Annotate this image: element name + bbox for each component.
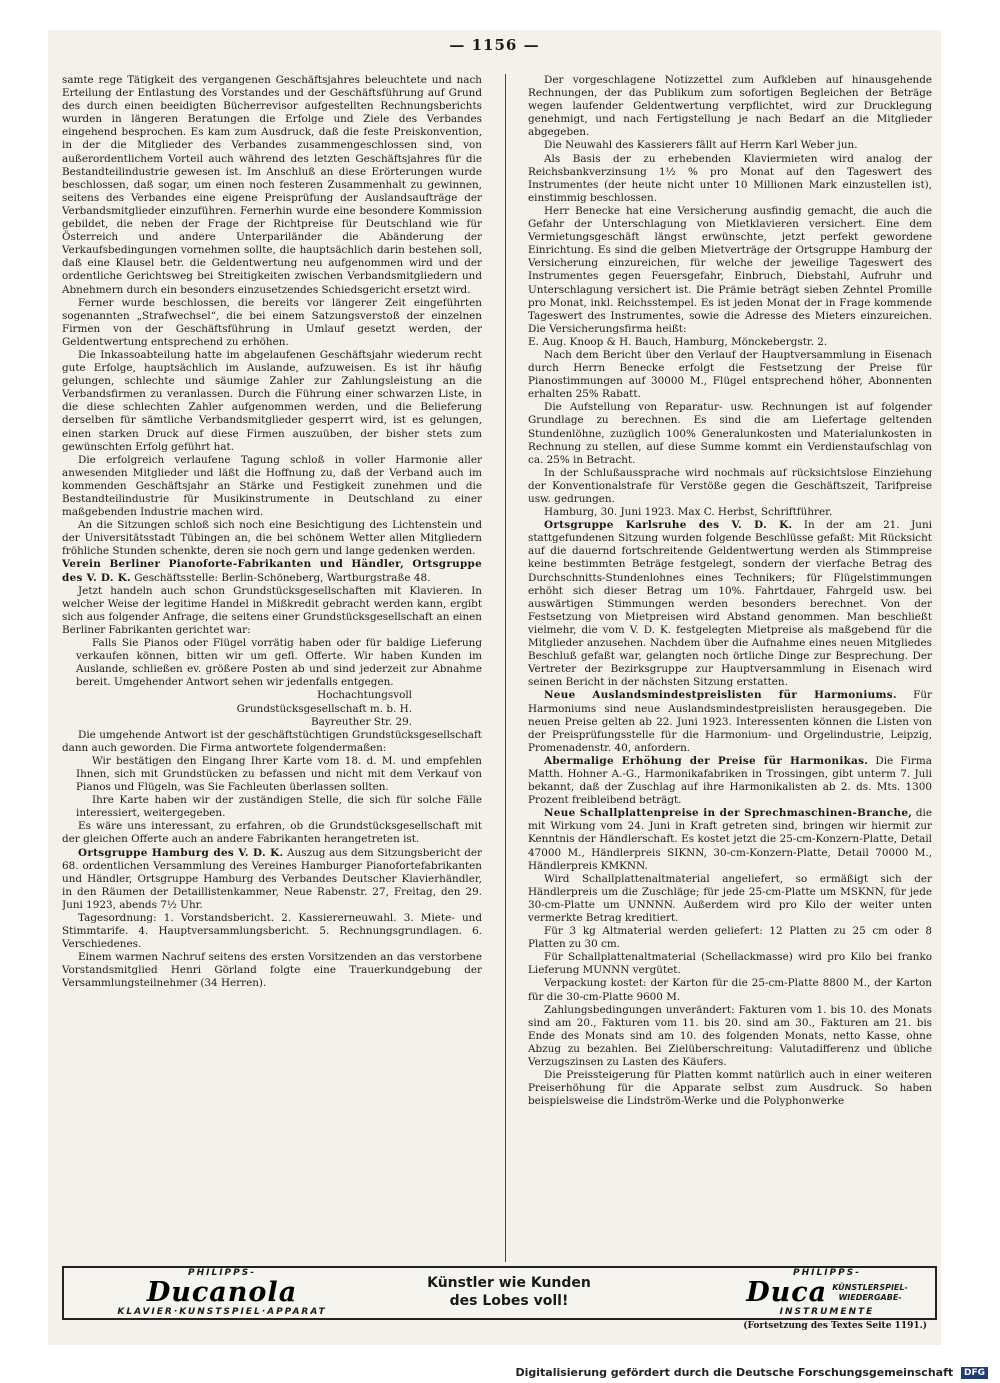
section-heading: Abermalige Erhöhung der Preise für Harmonikas. [544, 754, 869, 767]
paragraph: Ferner wurde beschlossen, die bereits vor längerer Zeit eingeführten sogenannten „Strafwechsel“, die bei einem Satzungsverstoß der einzelnen Firmen von der Geschäftsführung in Umlauf gesetzt werden, der Geldentwertung entsprechend zu erhöhen. [62, 296, 482, 348]
paragraph: Wird Schallplattenaltmaterial angeliefert, so ermäßigt sich der Händlerpreis um die Zuschläge; für jede 25-cm-Platte um MSKNN, für jede 30-cm-Platte um UNNNN. Außerdem wird pro Kilo der weiter unten vermerkte Betrag kreditiert. [528, 872, 932, 924]
brand-prefix: PHILIPPS- [793, 1268, 861, 1278]
paragraph: Herr Benecke hat eine Versicherung ausfindig gemacht, die auch die Gefahr der Unterschlagung von Mietklavieren versichert. Eine dem Vermietungsgeschäft längst erwünschte, jetzt perfekt gewordene Einrichtung. Es sind die gelben Mietverträge der Ortsgruppe Hamburg der Versicherung einzureichen, für welche der jeweilige Tageswert des Instrumentes gegen Feuersgefahr, Einbruch, Diebstahl, Aufruhr und Unterschlagung versichert ist. Die Prämie beträgt sieben Zehntel Promille pro Monat, inkl. Reichsstempel. Es ist jeden Monat der in Frage kommende Tageswert des Instrumentes, sowie die Adresse des Mieters einzureichen. Die Versicherungsfirma heißt: [528, 204, 932, 335]
section-text: die mit Wirkung vom 24. Juni in Kraft getreten sind, bringen wir hiermit zur Kenntnis der Händlerschaft. Es kostet jetzt die 25-cm-Konzern-Platte, Detail 47000 M., Händlerpreis SIKNN, 30-cm-Konzern-Platte, Detail 70000 M., Händlerpreis KMKNN. [528, 807, 932, 872]
quoted-letter: Ihre Karte haben wir der zuständigen Stelle, die sich für solche Fälle interessiert, weitergegeben. [76, 794, 482, 820]
signature-line: Hochachtungsvoll [317, 689, 412, 702]
section-heading: Verein Berliner Pianoforte-Fabrikanten und Händler, Ortsgruppe des V. D. K. [62, 558, 482, 584]
digitization-footer [515, 1366, 988, 1379]
paragraph: Es wäre uns interessant, zu erfahren, ob die Grundstücksgesellschaft mit der gleichen Offerte auch an andere Fabrikanten herangetreten ist. [62, 820, 482, 846]
paragraph: An die Sitzungen schloß sich noch eine Besichtigung des Lichtenstein und der Universitätsstadt Tübingen an, die bei schönem Wetter allen Mitgliedern fröhliche Stunden schenkte, deren sie noch gern und lange gedenken werden. [62, 519, 482, 558]
section-text: Für Harmoniums sind neue Auslandsmindestpreislisten herausgegeben. Die neuen Preise gelten ab 22. Juni 1923. Interessenten können die Listen von der Preisprüfungsstelle für die Harmonium- und Orgelindustrie, Leipzig, Promenadenstr. 40, anfordern. [528, 689, 932, 754]
side-line: WIEDERGABE- [838, 1293, 902, 1302]
advertisement-banner [62, 1266, 937, 1320]
right-column [528, 74, 932, 1264]
signature-line: Grundstücksgesellschaft m. b. H. [236, 702, 412, 715]
section-heading: Neue Auslandsmindestpreislisten für Harmoniums. [544, 689, 897, 702]
continuation-note: (Fortsetzung des Textes Seite 1191.) [743, 1321, 927, 1331]
paragraph: Verpackung kostet: der Karton für die 25-cm-Platte 8800 M., der Karton für die 30-cm-Platte 9600 M. [528, 977, 932, 1003]
brand-prefix: PHILIPPS- [188, 1268, 256, 1278]
paragraph: Einem warmen Nachruf seitens des ersten Vorsitzenden an das verstorbene Vorstandsmitglied Henri Görland folgte eine Trauerkundgebung der Versammlungsteilnehmer (34 Herren). [62, 951, 482, 990]
paragraph: Als Basis der zu erhebenden Klaviermieten wird analog der Reichsbankverzinsung 1½ % pro Monat auf den Tageswert des Instrumentes (der heute nicht unter 10 Millionen Mark einzustellen ist), einstimmig beschlossen. [528, 152, 932, 204]
paragraph: Jetzt handeln auch schon Grundstücksgesellschaften mit Klavieren. In welcher Weise der legitime Handel in Mißkredit gebracht werden kann, ergibt sich aus folgender Anfrage, die seitens einer Grundstücksgesellschaft an einen Berliner Fabrikanten gerichtet war: [62, 584, 482, 636]
section-paragraph [62, 558, 482, 584]
paragraph: E. Aug. Knoop & H. Bauch, Hamburg, Mönckebergstr. 2. [528, 335, 828, 348]
paragraph: Für Schallplattenaltmaterial (Schellackmasse) wird pro Kilo bei franko Lieferung MUNNN vergütet. [528, 951, 932, 977]
ducanola-logo [72, 1268, 372, 1318]
section-paragraph [62, 847, 482, 912]
paragraph: Nach dem Bericht über den Verlauf der Hauptversammlung in Eisenach durch Herrn Benecke erfolgt die Festsetzung der Preise für Pianostimmungen auf 30000 M., Flügel entsprechend höher, Abonnenten erhalten 25% Rabatt. [528, 348, 932, 401]
signature-line: Hamburg, 30. Juni 1923. Max C. Herbst, Schriftführer. [544, 506, 833, 519]
section-text: Geschäftsstelle: Berlin-Schöneberg, Wartburgstraße 48. [130, 571, 431, 584]
dfg-logo: DFG [961, 1367, 988, 1379]
brand-name: Duca [746, 1277, 828, 1308]
signature-line: Bayreuther Str. 29. [310, 715, 412, 728]
section-paragraph [528, 689, 932, 754]
column-divider [505, 74, 506, 1262]
slogan-line: des Lobes voll! [449, 1293, 569, 1309]
paragraph: Für 3 kg Altmaterial werden geliefert: 12 Platten zu 25 cm oder 8 Platten zu 30 cm. [528, 925, 932, 951]
paragraph: Die Neuwahl des Kassierers fällt auf Herrn Karl Weber jun. [544, 139, 858, 152]
brand-name: Ducanola [146, 1277, 298, 1308]
page-number: — 1156 — [449, 36, 540, 54]
paragraph: samte rege Tätigkeit des vergangenen Geschäftsjahres beleuchtete und nach Erteilung der Entlastung des Vorstandes und der Geschäftsführung auf Grund des durch einen beeidigten Bücherrevisor aufgestellten Rechnungsberichts wurden in längeren Beratungen die Erfolge und Ziele des Verbandes eingehend besprochen. Es kam zum Ausdruck, daß die feste Preiskonvention, in der die Mitglieder des Verbandes zusammengeschlossen sind, von außerordentlichem Vorteil auch während des letzten Geschäftsjahres für die Bestandteilindustrie gewesen ist. Im Anschluß an diese Erörterungen wurde beschlossen, daß sogar, um einen noch festeren Zusammenhalt zu gewinnen, seitens des Verbandes eine eigene Preisprüfung der Auslandsaufträge der Verbandsmitglieder einzuführen. Fernerhin wurde eine besondere Kommission gebildet, die neben der Frage der Richtpreise für Deutschland wie für Österreich und andere Unterpariländer die Abänderung der Verkaufsbedingungen vornehmen sollte, die hauptsächlich darin bestehen soll, daß eine Klausel betr. die Geldentwertung neu aufgenommen wird und der ordentliche Gerichtsweg bei Streitigkeiten zwischen Verbandsmitgliedern und Abnehmern durch ein besonders einzusetzendes Schiedsgericht ersetzt wird. [62, 74, 482, 296]
section-text: In der am 21. Juni stattgefundenen Sitzung wurden folgende Beschlüsse gefaßt: Mit Rücksicht auf die dauernd fortschreitende Geldentwertung werden als Stimmpreise keine bestimmten Beträge festgelegt, sondern der vierfache Betrag des Durchschnitts-Stundenlohnes eines Technikers; für Flügelstimmungen erhöht sich dieser Betrag um 10%. Fahrtdauer, Fahrgeld usw. bei auswärtigen Stimmungen werden besonders berechnet. Von der Festsetzung von Mietpreisen wird Abstand genommen. Man beschließt vielmehr, die vom V. D. K. festgelegten Mietpreise als maßgebend für die Mitglieder anzusehen. Nachdem über die Aufnahme eines neuen Mitgliedes Beschluß gefaßt war, gelangten noch örtliche Dinge zur Besprechung. Der Vertreter der Bezirksgruppe zur Hauptversammlung in Eisenach wird seinen Bericht in der nächsten Sitzung erstatten. [528, 519, 932, 689]
side-line: KÜNSTLERSPIEL- [832, 1283, 908, 1292]
footer-text: Digitalisierung gefördert durch die Deutsche Forschungsgemeinschaft [515, 1366, 954, 1379]
brand-subtitle: KLAVIER·KUNSTSPIEL·APPARAT [117, 1307, 327, 1317]
paragraph: In der Schlußaussprache wird nochmals auf rücksichtslose Einziehung der Konventionalstrafe für Verstöße gegen die Geschäftszeit, Tarifpreise usw. gedrungen. [528, 466, 932, 505]
paragraph: Die Preissteigerung für Platten kommt natürlich auch in einer weiteren Preiserhöhung für die Apparate selbst zum Ausdruck. So haben beispielsweise die Lindström-Werke und die Polyphonwerke [528, 1069, 932, 1108]
slogan-line: Künstler wie Kunden [427, 1275, 591, 1291]
paragraph: Tagesordnung: 1. Vorstandsbericht. 2. Kassiererneuwahl. 3. Miete- und Stimmtarife. 4. Hauptversammlungsbericht. 5. Rechnungsgrundlagen. 6. Verschiedenes. [62, 912, 482, 951]
paragraph: Der vorgeschlagene Notizzettel zum Aufkleben auf hinausgehende Rechnungen, der das Publikum zum sofortigen Begleichen der Beträge wegen laufender Geldentwertung verpflichtet, wird zur Drucklegung genehmigt, und nach Fertigstellung je nach Bedarf an die Mitglieder abgegeben. [528, 74, 932, 139]
brand-side-text [832, 1283, 908, 1303]
section-paragraph [528, 755, 932, 807]
newspaper-page [48, 30, 941, 1345]
quoted-letter: Wir bestätigen den Eingang Ihrer Karte vom 18. d. M. und empfehlen Ihnen, sich mit Grundstücken zu befassen und nicht mit dem Verkauf von Pianos und Flügeln, was Sie Fachleuten überlassen sollten. [76, 754, 482, 794]
left-column [62, 74, 482, 1264]
ad-slogan [394, 1274, 624, 1310]
brand-subtitle: INSTRUMENTE [779, 1307, 875, 1317]
paragraph: Die Aufstellung von Reparatur- usw. Rechnungen ist auf folgender Grundlage zu berechnen. Es sind die am Liefertage geltenden Stundenlöhne, zuzüglich 100% Generalunkosten und Materialunkosten in Rechnung zu stellen, auf diese Summe kommt ein Verdienstaufschlag von ca. 25% in Betracht. [528, 401, 932, 466]
paragraph: Die erfolgreich verlaufene Tagung schloß in voller Harmonie aller anwesenden Mitglieder und läßt die Hoffnung zu, daß der Verband auch im kommenden Geschäftsjahr an Stärke und Festigkeit zunehmen und die Bestandteilindustrie für Musikinstrumente in Deutschland zu einer maßgebenden Industrie machen wird. [62, 453, 482, 519]
section-paragraph [528, 519, 932, 689]
paragraph: Die Inkassoabteilung hatte im abgelaufenen Geschäftsjahr wiederum recht gute Erfolge, hauptsächlich im Auslande, aufzuweisen. Es ist ihr häufig gelungen, schlechte und säumige Zahler zur Zahlungsleistung an die Verbandsfirmen zu veranlassen. Durch die Führung einer schwarzen Liste, in die diese schlechten Zahler aufgenommen werden, und die Belieferung derselben für sämtliche Verbandsmitglieder gesperrt wird, ist es gelungen, einen starken Druck auf diese Firmen auszuüben, der bisher stets zum gewünschten Erfolg geführt hat. [62, 348, 482, 453]
section-text: Auszug aus dem Sitzungsbericht der 68. ordentlichen Versammlung des Vereines Hamburger Pianofortefabrikanten und Händler, Ortsgruppe Hamburg des Verbandes Deutscher Klavierhändler, in den Räumen der Detaillistenkammer, Neue Rabenstr. 27, Freitag, den 29. Juni 1923, abends 7½ Uhr. [62, 846, 482, 911]
section-paragraph [528, 807, 932, 872]
section-heading: Ortsgruppe Karlsruhe des V. D. K. [544, 519, 793, 532]
paragraph: Zahlungsbedingungen unverändert: Fakturen vom 1. bis 10. des Monats sind am 20., Fakturen vom 11. bis 20. sind am 30., Fakturen am 21. bis Ende des Monats sind am 10. des folgenden Monats, netto Kasse, ohne Abzug zu bezahlen. Bei Zielüberschreitung: Valutadifferenz und übliche Verzugszinsen zu Lasten des Käufers. [528, 1003, 932, 1069]
section-heading: Ortsgruppe Hamburg des V. D. K. [78, 846, 284, 859]
quoted-letter: Falls Sie Pianos oder Flügel vorrätig haben oder für baldige Lieferung verkaufen können, bitten wir um gefl. Offerte. Wir haben Kunden im Auslande, schließen ev. größere Posten ab und sind jederzeit zur Abnahme bereit. Umgehender Antwort sehen wir jedenfalls entgegen. [76, 637, 482, 689]
section-text: Die Firma Matth. Hohner A.-G., Harmonikafabriken in Trossingen, gibt unterm 7. Juli bekannt, daß der Zuschlag auf ihre Harmonikalisten ab 2. ds. Mts. 1300 Prozent freibleibend beträgt. [528, 754, 932, 807]
duca-logo [727, 1268, 927, 1318]
paragraph: Die umgehende Antwort ist der geschäftstüchtigen Grundstücksgesellschaft dann auch geworden. Die Firma antwortete folgendermaßen: [62, 728, 482, 754]
section-heading: Neue Schallplattenpreise in der Sprechmaschinen-Branche, [544, 807, 913, 820]
